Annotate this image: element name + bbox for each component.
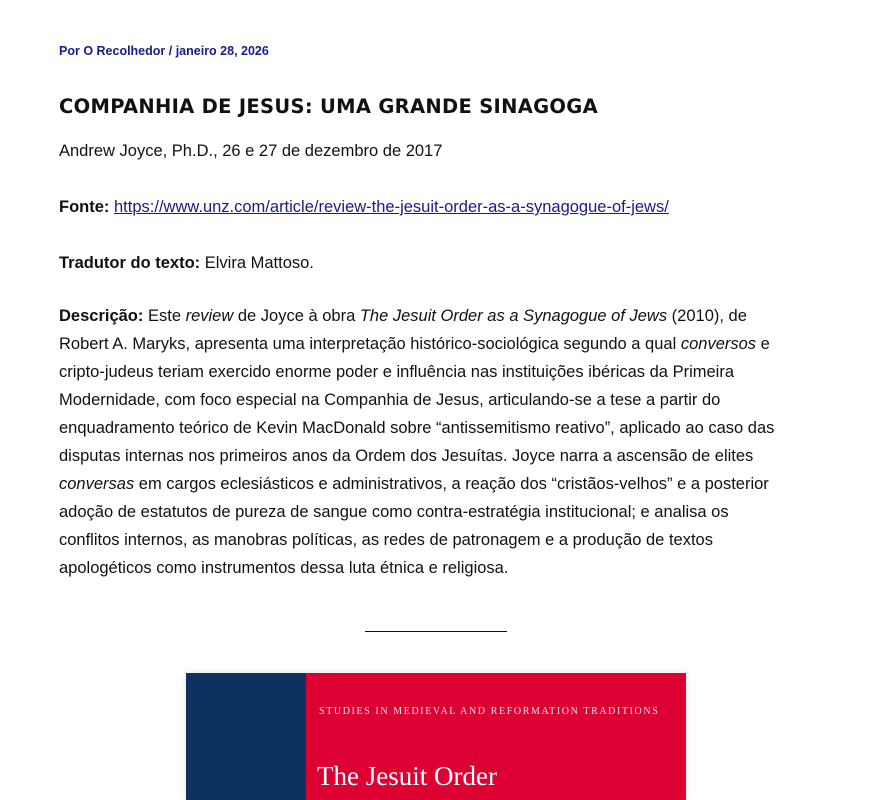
byline — [59, 44, 269, 58]
description-line: apologéticos como instrumentos dessa luta étnica e religiosa. — [59, 559, 509, 577]
description-line — [59, 330, 809, 358]
description-line — [59, 470, 809, 498]
cover-series-text: STUDIES IN MEDIEVAL AND REFORMATION TRADITIONS — [319, 706, 660, 717]
description-book-title: The Jesuit Order as a Synagogue of Jews — [359, 307, 668, 325]
description-line — [59, 302, 809, 330]
byline-date-link[interactable]: janeiro 28, 2026 — [175, 44, 269, 58]
description-line: disputas internas nos primeiros anos da Ordem dos Jesuítas. Joyce narra a ascensão de elites — [59, 447, 754, 465]
translator-paragraph — [59, 249, 314, 277]
translator-name: Elvira Mattoso. — [204, 254, 314, 272]
byline-author-link[interactable]: O Recolhedor — [83, 44, 166, 58]
description-italic: conversas — [59, 475, 135, 493]
description-line: enquadramento teórico de Kevin MacDonald sobre “antissemitismo reativo”, aplicado ao caso das — [59, 419, 775, 437]
description-text: Robert A. Maryks, apresenta uma interpretação histórico-sociológica segundo a qual — [59, 335, 681, 353]
description-paragraph — [59, 302, 809, 582]
description-label: Descrição: — [59, 307, 144, 325]
description-line: conflitos internos, as manobras políticas, as redes de patronagem e a produção de textos — [59, 531, 713, 549]
byline-prefix: Por — [59, 44, 84, 58]
description-italic: review — [185, 307, 234, 325]
source-link[interactable]: https://www.unz.com/article/review-the-jesuit-order-as-a-synagogue-of-jews/ — [114, 198, 669, 216]
book-cover-image[interactable] — [186, 673, 686, 800]
article-title: COMPANHIA DE JESUS: UMA GRANDE SINAGOGA — [59, 95, 598, 118]
description-text: em cargos eclesiásticos e administrativos, a reação dos “cristãos-velhos” e a posterior — [134, 475, 769, 493]
source-label: Fonte: — [59, 198, 110, 216]
translator-label: Tradutor do texto: — [59, 254, 201, 272]
description-line: adoção de estatutos de pureza de sangue como contra-estratégia institucional; e analisa os — [59, 503, 729, 521]
description-text: e — [756, 335, 770, 353]
description-italic: conversos — [680, 335, 757, 353]
section-divider — [365, 631, 507, 632]
description-text: (2010), de — [667, 307, 747, 325]
source-paragraph — [59, 193, 669, 221]
description-text: Este — [143, 307, 186, 325]
description-line: cripto-judeus teriam exercido enorme poder e influência nas instituições ibéricas da Primeira — [59, 363, 734, 381]
byline-separator: / — [165, 44, 176, 58]
description-line: Modernidade, com foco especial na Companhia de Jesus, articulando-se a tese a partir do — [59, 391, 721, 409]
cover-book-title: The Jesuit Order — [317, 761, 497, 791]
cover-left-band — [186, 673, 306, 800]
author-line: Andrew Joyce, Ph.D., 26 e 27 de dezembro de 2017 — [59, 142, 443, 160]
description-text: de Joyce à obra — [233, 307, 360, 325]
